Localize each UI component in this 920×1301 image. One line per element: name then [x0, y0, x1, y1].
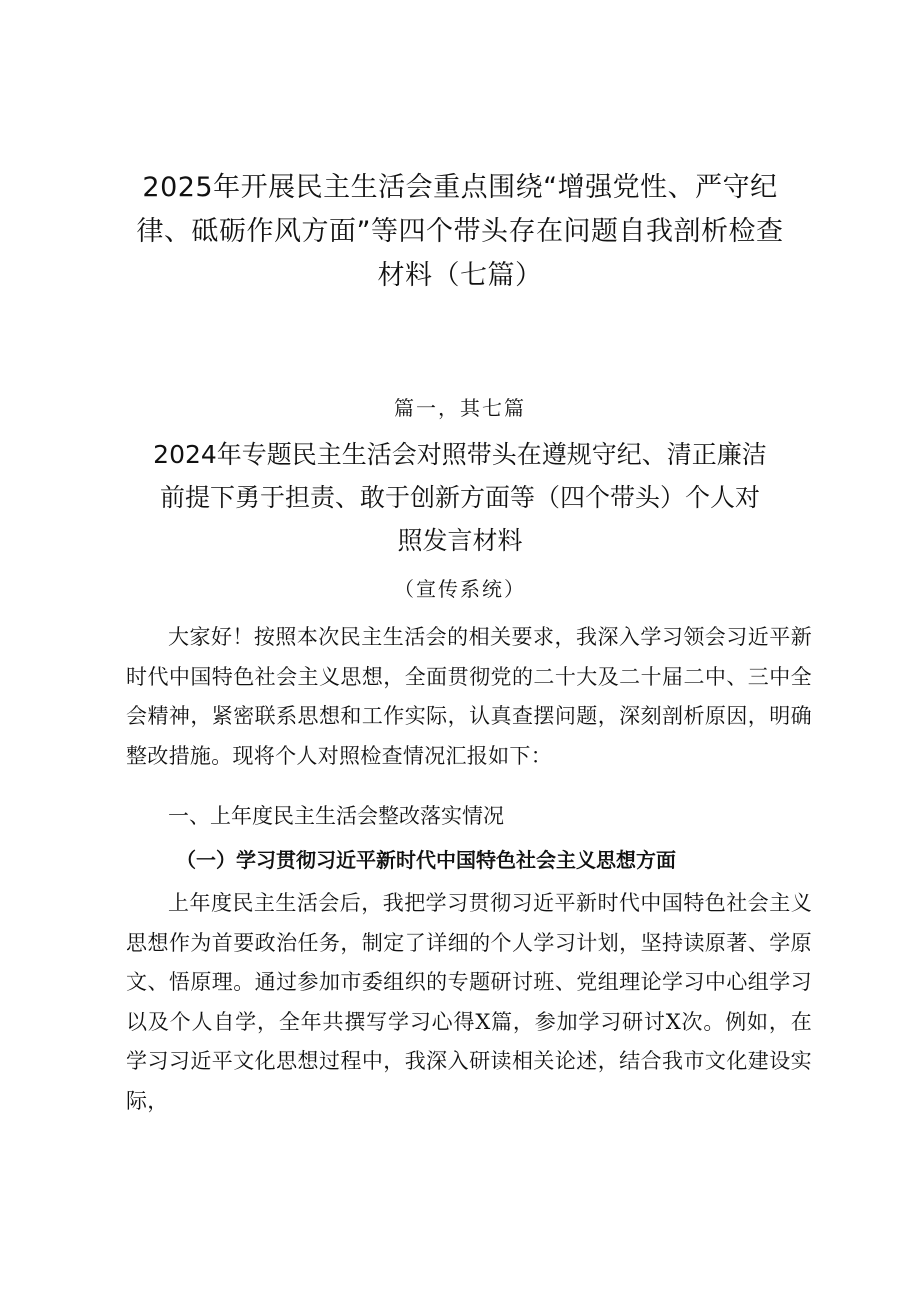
heading-level-one: 一、上年度民主生活会整改落实情况 [168, 804, 504, 828]
section-label: 篇一，其七篇 [394, 396, 526, 420]
section-title: 2024年专题民主生活会对照带头在遵规守纪、清正廉洁前提下勇于担责、敢于创新方面等（四个带头）个人对照发言材料 [153, 440, 767, 555]
intro-paragraph: 大家好！按照本次民主生活会的相关要求，我深入学习领会习近平新时代中国特色社会主义思想，全面贯彻党的二十大及二十届二中、三中全会精神，紧密联系思想和工作实际，认真查摆问题，深刻剖析原因，明确整改措施。现将个人对照检查情况汇报如下： [126, 625, 812, 768]
document-main-title: 2025年开展民主生活会重点围绕“增强党性、严守纪律、砥砺作风方面”等四个带头存在问题自我剖析检查材料（七篇） [136, 172, 784, 291]
heading-level-two: （一）学习贯彻习近平新时代中国特色社会主义思想方面 [176, 848, 676, 872]
section-subtitle: （宣传系统） [394, 577, 526, 601]
body-paragraph: 上年度民主生活会后，我把学习贯彻习近平新时代中国特色社会主义思想作为首要政治任务，制定了详细的个人学习计划，坚持读原著、学原文、悟原理。通过参加市委组织的专题研讨班、党组理论学习中心组学习以及个人自学，全年共撰写学习心得X篇，参加学习研讨X次。例如，在学习习近平文化思想过程中，我深入研读相关论述，结合我市文化建设实际， [126, 891, 812, 1113]
